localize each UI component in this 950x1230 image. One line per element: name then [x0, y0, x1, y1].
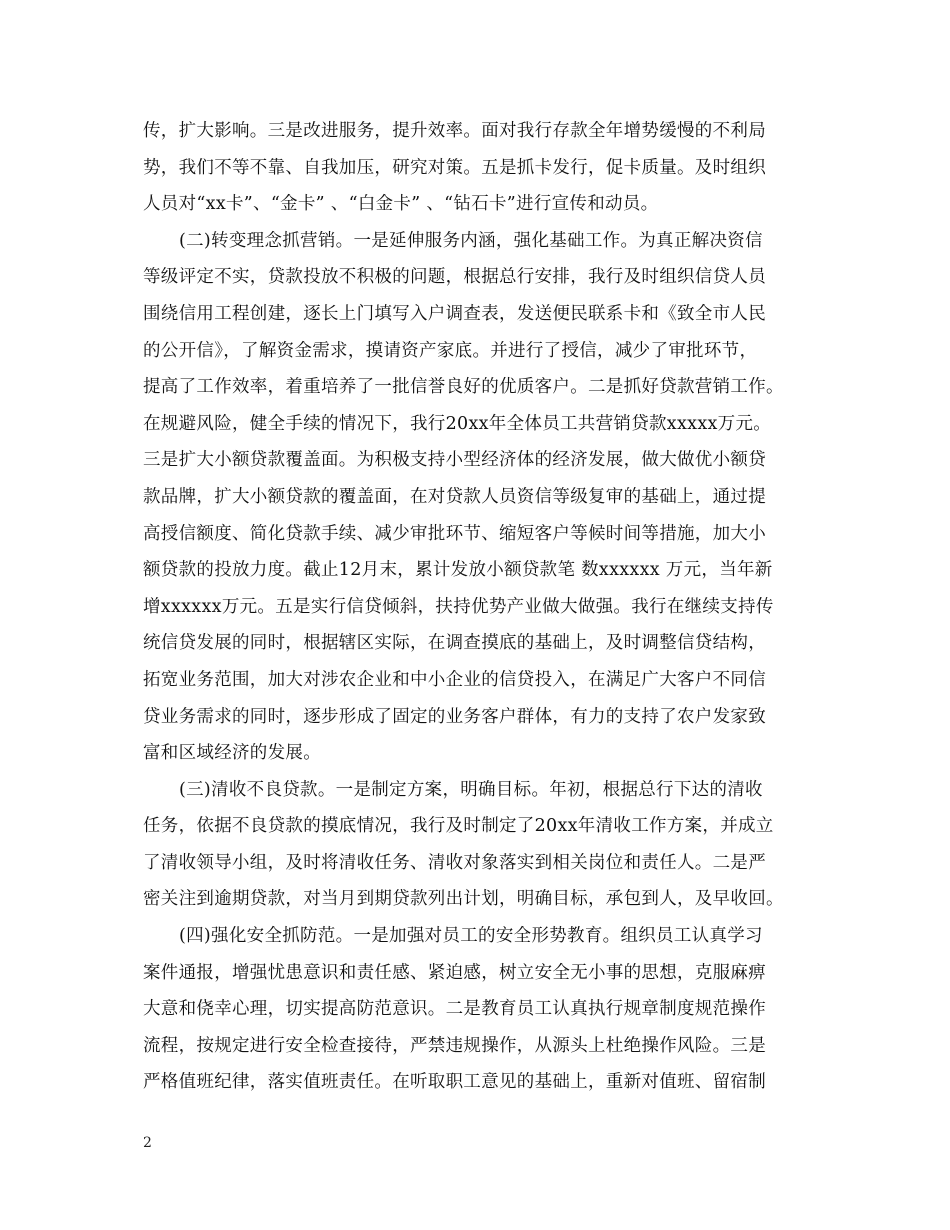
text-line: 的公开信》，了解资金需求，摸请资产家底。并进行了授信，减少了审批环节，	[143, 340, 758, 361]
text-line: 传，扩大影响。三是改进服务，提升效率。面对我行存款全年增势缓慢的不利局	[143, 121, 766, 141]
text-line: 围绕信用工程创建，逐长上门填写入户调查表，发送便民联系卡和《致全市人民	[143, 303, 766, 324]
text-line: 流程，按规定进行安全检查接待，严禁违规操作，从源头上杜绝操作风险。三是	[143, 1035, 766, 1056]
text-line: 提高了工作效率，着重培养了一批信誉良好的优质客户。二是抓好贷款营销工作。	[143, 377, 784, 398]
page-number: 2	[143, 1135, 152, 1151]
text-line: 款品牌，扩大小额贷款的覆盖面，在对贷款人员资信等级复审的基础上，通过提	[143, 486, 766, 507]
text-line: 人员对“xx卡”、“金卡” 、“白金卡” 、“钻石卡”进行宣传和动员。	[143, 194, 659, 215]
text-line: 任务，依据不良贷款的摸底情况，我行及时制定了20xx年清收工作方案，并成立	[143, 816, 774, 837]
text-line: 富和区域经济的发展。	[143, 743, 321, 764]
text-line: 增xxxxxx万元。五是实行信贷倾斜，扶持优势产业做大做强。我行在继续支持传	[143, 596, 774, 617]
paragraph-first-line: (二)转变理念抓营销。一是延伸服务内涵，强化基础工作。为真正解决资信	[179, 230, 763, 251]
body-text	[143, 113, 823, 1101]
paragraph-first-line: (四)强化安全抓防范。一是加强对员工的安全形势教育。组织员工认真学习	[179, 926, 763, 947]
text-line: 额贷款的投放力度。截止12月末，累计发放小额贷款笔 数xxxxxx 万元，当年新	[143, 560, 773, 581]
text-line: 等级评定不实，贷款投放不积极的问题，根据总行安排，我行及时组织信贷人员	[143, 267, 766, 288]
text-line: 案件通报，增强忧患意识和责任感、紧迫感，树立安全无小事的思想，克服麻痹	[143, 962, 766, 983]
text-line: 严格值班纪律，落实值班责任。在听取职工意见的基础上，重新对值班、留宿制	[143, 1072, 766, 1093]
text-line: 密关注到逾期贷款，对当月到期贷款列出计划，明确目标，承包到人，及早收回。	[143, 889, 784, 910]
text-line: 在规避风险，健全手续的情况下，我行20xx年全体员工共营销贷款xxxxx万元。	[143, 413, 772, 434]
text-line: 高授信额度、简化贷款手续、减少审批环节、缩短客户等候时间等措施，加大小	[143, 523, 766, 544]
text-line: 统信贷发展的同时，根据辖区实际，在调查摸底的基础上，及时调整信贷结构，	[143, 633, 766, 654]
text-line: 贷业务需求的同时，逐步形成了固定的业务客户群体，有力的支持了农户发家致	[143, 706, 766, 727]
text-line: 三是扩大小额贷款覆盖面。为积极支持小型经济体的经济发展，做大做优小额贷	[143, 450, 766, 471]
text-line: 了清收领导小组，及时将清收任务、清收对象落实到相关岗位和责任人。二是严	[143, 852, 766, 873]
text-line: 大意和侥幸心理，切实提高防范意识。二是教育员工认真执行规章制度规范操作	[143, 999, 766, 1020]
paragraph-first-line: (三)清收不良贷款。一是制定方案，明确目标。年初，根据总行下达的清收	[179, 779, 763, 800]
text-line: 拓宽业务范围，加大对涉农企业和中小企业的信贷投入，在满足广大客户不同信	[143, 669, 766, 690]
text-line: 势，我们不等不靠、自我加压，研究对策。五是抓卡发行，促卡质量。及时组织	[143, 157, 766, 178]
